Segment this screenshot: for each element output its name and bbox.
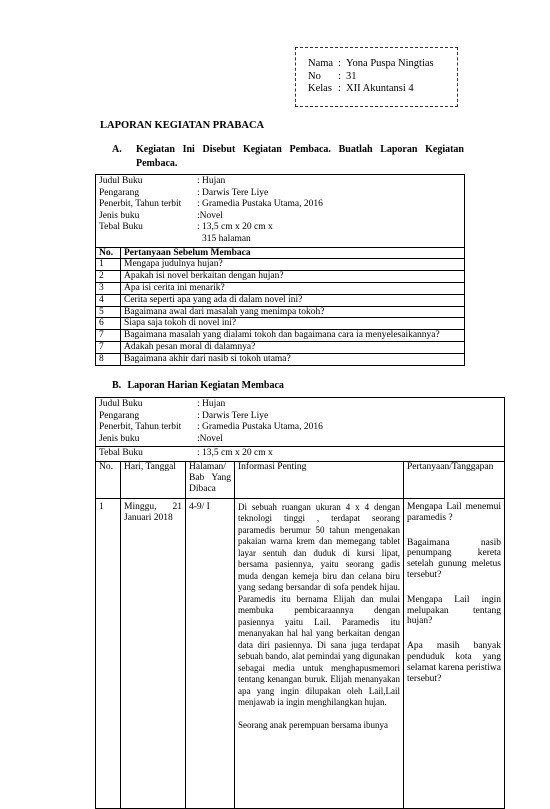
table-row [96,282,465,294]
thickness-cell [96,447,505,462]
response-3: Mengapa Lail ingin melupakan tentang hujan? [407,594,501,627]
book-author-label: Pengarang [99,187,140,198]
col-question-header: Pertanyaan Sebelum Membaca [121,247,465,259]
book-info-row [96,398,505,447]
info-paragraph-2: Seorang anak perempuan bersama ibunya [238,719,388,730]
row-info [235,498,404,808]
page-title: LAPORAN KEGIATAN PRABACA [100,120,265,131]
class-value: XII Akuntansi 4 [346,83,414,94]
col-response-header: Pertanyaan/Tanggapan [404,461,505,498]
section-b-text: Laporan Harian Kegiatan Membaca [127,380,284,391]
table-row [96,294,465,306]
daily-reading-table [95,397,505,809]
book-title-value: : Hujan [197,399,226,409]
row-no: 7 [96,341,121,353]
row-no: 2 [96,271,121,283]
row-question: Cerita seperti apa yang ada di dalam novel ini? [121,294,465,306]
table-row [96,353,465,365]
separator: : [338,58,341,69]
col-page-header: Halaman/ Bab Yang Dibaca [186,461,235,498]
table-row [96,306,465,318]
col-info-header: Informasi Penting [235,461,404,498]
thickness-row [96,447,505,462]
pre-reading-table [95,174,465,366]
book-type-label: Jenis buku [99,210,140,221]
row-no: 4 [96,294,121,306]
row-no: 1 [96,259,121,271]
class-row [308,83,457,96]
row-page: 4-9/ I [186,498,235,808]
row-question: Bagaimana masalah yang dialami tokoh dan bagaimana cara ia menyelesaikannya? [121,330,465,342]
col-no-header: No. [96,461,121,498]
col-day-header: Hari, Tanggal [121,461,186,498]
student-identity-box [295,47,458,107]
response-2: Bagaimana nasib penumpang kereta setelah gunung meletus tersebut? [407,537,501,580]
number-label: No [308,70,321,82]
row-question: Bagaimana akhir dari nasib si tokoh utama? [121,353,465,365]
separator: : [338,83,341,94]
section-a-heading [100,143,464,171]
row-no: 3 [96,282,121,294]
row-day: Minggu, 21 Januari 2018 [121,498,186,808]
info-paragraph-1: Di sebuah ruangan ukuran 4 x 4 dengan teknologi tinggi , terdapat seorang paramedis berumur 50 tahun mengenakan pakaian warna krem dan memegang tablet layar sentuh dan duduk di kursi lipat, bersama pasiennya, yaitu seorang gadis muda dengan kemeja biru dan celana biru yang sedang bersandar di sofa pendek hijau. Paramedis itu bernama Elijah dan mulai membuka pembicaraannya dengan pasiennya yaitu Lail. Paramedis itu menanyakan hal hal yang berkaitan dengan data diri pasiennya. Di sana juga terdapat sebuah bando, alat pemindai yang digunakan sebagai media untuk menghapusmemori tentang kenangan buruk. Elijah menanyakan apa yang ingin dilupakan oleh Lail,Lail menjawab ia ingin menghilangkan hujan. [238,501,400,708]
book-title-label: Judul Buku [99,176,143,186]
response-1: Mengapa Lail menemui paramedis ? [407,501,501,523]
table-header-row [96,247,465,259]
separator: : [338,70,341,82]
table-row [96,330,465,342]
table-row [96,259,465,271]
row-responses [404,498,505,808]
book-author-value: : Darwis Tere Liye [197,187,269,198]
book-publisher-value: : Gramedia Pustaka Utama, 2016 [197,199,323,210]
book-thickness-value: : 13,5 cm x 20 cm x [197,448,273,459]
table-row [96,271,465,283]
section-b-label: B. [112,380,122,391]
book-type-label: Jenis buku [99,433,140,444]
class-label: Kelas [308,83,332,94]
row-question: Apakah isi novel berkaitan dengan hujan? [121,271,465,283]
table-header-row [96,461,505,498]
book-publisher-label: Penerbit, Tahun terbit [99,199,182,210]
row-question: Mengapa judulnya hujan? [121,259,465,271]
section-a-label: A. [112,144,122,155]
table-row [96,318,465,330]
book-type-value: :Novel [197,433,223,444]
row-question: Siapa saja tokoh di novel ini? [121,318,465,330]
row-no: 6 [96,318,121,330]
row-question: Bagaimana awal dari masalah yang menimpa tokoh? [121,306,465,318]
row-no: 1 [96,498,121,808]
row-no: 8 [96,353,121,365]
book-info-row [96,175,465,248]
book-type-value: :Novel [197,210,223,221]
book-author-value: : Darwis Tere Liye [197,410,269,421]
response-4: Apa masih banyak penduduk kota yang selamat karena peristiwa tersebut? [407,641,501,684]
name-row [308,58,457,71]
book-title-value: : Hujan [197,176,226,186]
name-label: Nama [308,58,334,69]
row-no: 7 [96,330,121,342]
book-publisher-value: : Gramedia Pustaka Utama, 2016 [197,422,323,433]
book-publisher-label: Penerbit, Tahun terbit [99,422,182,433]
book-title-label: Judul Buku [99,399,143,409]
book-pages-value: 315 halaman [202,233,251,244]
row-question: Adakah pesan moral di dalamnya? [121,341,465,353]
book-author-label: Pengarang [99,410,140,421]
pre-reading-rows [96,259,465,365]
name-value: Yona Puspa Ningtias [346,58,434,69]
row-question: Apa isi cerita ini menarik? [121,282,465,294]
book-thickness-label: Tebal Buku [99,222,143,233]
number-value: 31 [346,70,357,82]
table-row [96,341,465,353]
section-a-text: Kegiatan Ini Disebut Kegiatan Pembaca. Buatlah Laporan Kegiatan Pembaca. [136,144,464,169]
row-no: 5 [96,306,121,318]
col-no-header: No. [96,247,121,259]
book-thickness-value: : 13,5 cm x 20 cm x [197,222,273,233]
section-b-heading [112,380,284,391]
table-row [96,498,505,808]
number-row [308,71,457,84]
book-info-cell [96,398,505,447]
book-info-cell [96,175,465,248]
book-thickness-label: Tebal Buku [99,448,143,459]
